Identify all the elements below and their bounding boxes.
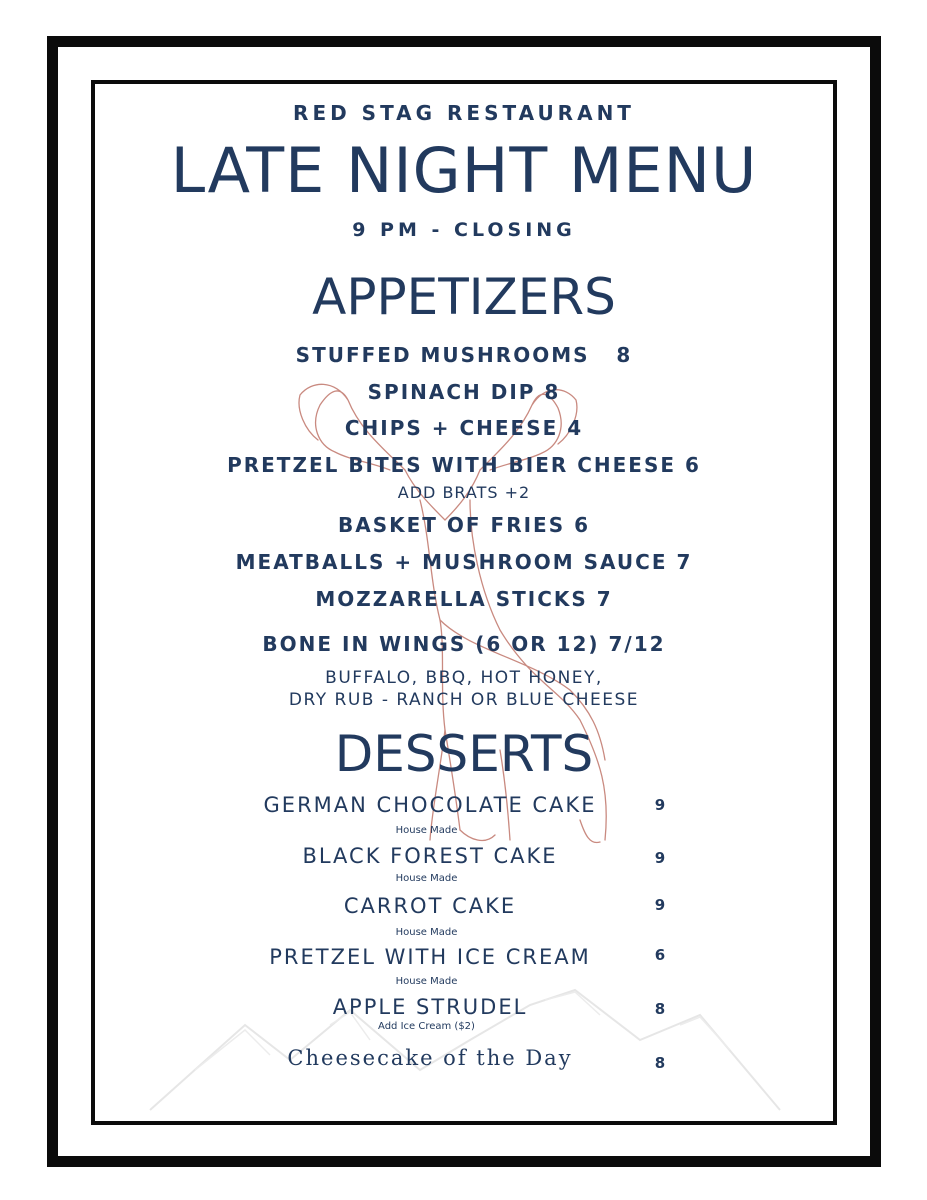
dessert-note: House Made xyxy=(395,873,458,884)
wing-flavors: DRY RUB - RANCH OR BLUE CHEESE xyxy=(288,690,640,710)
dessert-name: CARROT CAKE xyxy=(343,894,517,918)
restaurant-name: RED STAG RESTAURANT xyxy=(293,101,635,125)
dessert-name: BLACK FOREST CAKE xyxy=(302,844,558,868)
dessert-note: House Made xyxy=(395,976,458,987)
appetizer-item: BASKET OF FRIES 6 xyxy=(338,513,590,537)
appetizers-heading: APPETIZERS xyxy=(312,268,616,326)
dessert-price: 9 xyxy=(654,796,666,814)
dessert-note: House Made xyxy=(395,927,458,938)
appetizer-item: STUFFED MUSHROOMS 8 xyxy=(295,343,633,367)
dessert-name: Cheesecake of the Day xyxy=(287,1046,573,1070)
appetizer-item: MEATBALLS + MUSHROOM SAUCE 7 xyxy=(235,550,693,574)
hours: 9 PM - CLOSING xyxy=(352,219,576,241)
appetizer-item: MOZZARELLA STICKS 7 xyxy=(315,587,613,611)
appetizer-item: BONE IN WINGS (6 OR 12) 7/12 xyxy=(262,632,666,656)
dessert-price: 6 xyxy=(654,946,666,964)
menu-title: LATE NIGHT MENU xyxy=(170,134,758,207)
wing-flavors: BUFFALO, BBQ, HOT HONEY, xyxy=(325,668,603,688)
dessert-name: APPLE STRUDEL xyxy=(332,995,528,1019)
dessert-name: PRETZEL WITH ICE CREAM xyxy=(269,945,591,969)
appetizer-item: PRETZEL BITES WITH BIER CHEESE 6 xyxy=(227,453,701,477)
dessert-name: GERMAN CHOCOLATE CAKE xyxy=(263,793,597,817)
dessert-price: 9 xyxy=(654,896,666,914)
dessert-price: 9 xyxy=(654,849,666,867)
desserts-heading: DESSERTS xyxy=(334,725,594,783)
dessert-price: 8 xyxy=(654,1000,666,1018)
dessert-note: Add Ice Cream ($2) xyxy=(378,1021,475,1032)
appetizer-item: CHIPS + CHEESE 4 xyxy=(344,416,584,440)
appetizer-note: ADD BRATS +2 xyxy=(397,483,531,502)
dessert-price: 8 xyxy=(654,1054,666,1072)
appetizer-item: SPINACH DIP 8 xyxy=(367,380,561,404)
dessert-note: House Made xyxy=(395,825,458,836)
